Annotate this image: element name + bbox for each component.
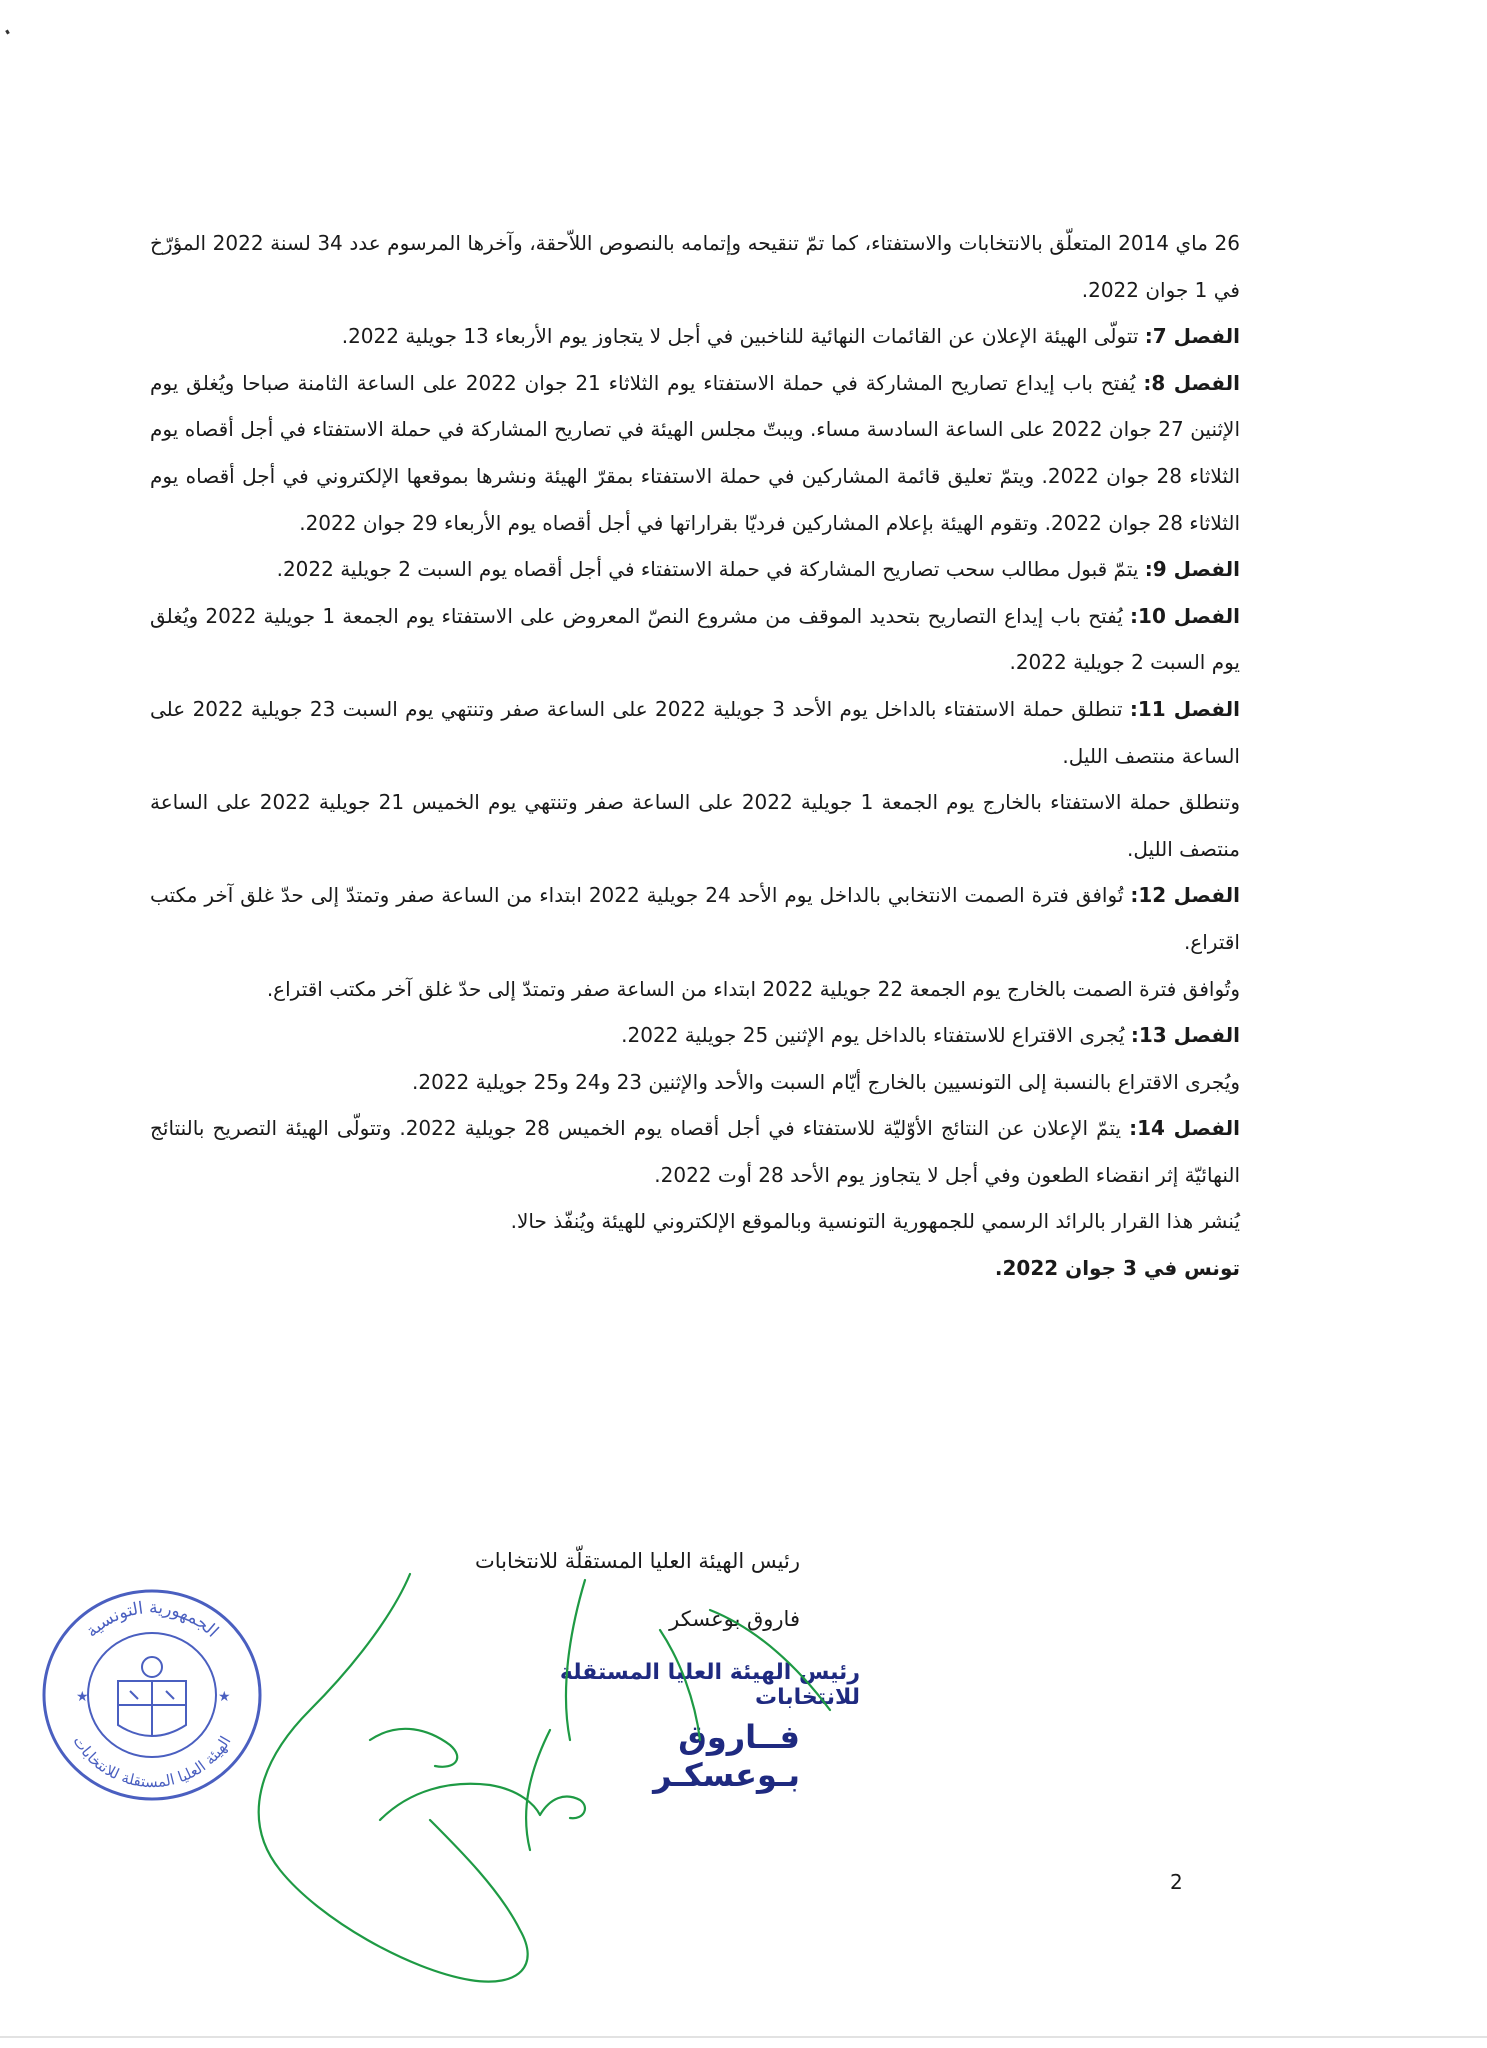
page-number: 2 — [1170, 1870, 1183, 1894]
signatory-name: فاروق بوعسكر — [669, 1607, 800, 1631]
bottom-rule — [0, 2036, 1487, 2038]
paragraph — [150, 593, 1240, 686]
seal-stamp — [40, 1585, 265, 1805]
scan-speck — [5, 30, 10, 35]
paragraph — [150, 360, 1240, 546]
document-body — [150, 220, 1240, 1292]
paragraph-text: تُوافق فترة الصمت الانتخابي بالداخل يوم الأحد 24 جويلية 2022 ابتداء من الساعة صفر وتمتدّ إلى حدّ غلق آخر مكتب اقتراع. — [150, 883, 1240, 954]
seal-text-top: الجمهورية التونسية — [82, 1597, 223, 1642]
article-label: الفصل 11: — [1129, 696, 1241, 721]
article-label: الفصل 12: — [1130, 883, 1241, 908]
article-label: الفصل 9: — [1144, 557, 1240, 582]
paragraph — [150, 1012, 1240, 1059]
paragraph-text: 26 ماي 2014 المتعلّق بالانتخابات والاستفتاء، كما تمّ تنقيحه وإتمامه بالنصوص اللاّحقة، وآخرها المرسوم عدد 34 لسنة 2022 المؤرّخ في 1 جوان 2022. — [150, 231, 1240, 302]
paragraph-text: وتُوافق فترة الصمت بالخارج يوم الجمعة 22 جويلية 2022 ابتداء من الساعة صفر وتمتدّ إلى حدّ غلق آخر مكتب اقتراع. — [266, 976, 1240, 1001]
paragraph-text: يُفتح باب إيداع التصاريح بتحديد الموقف من مشروع النصّ المعروض على الاستفتاء يوم الجمعة 1 جويلية 2022 ويُغلق يوم السبت 2 جويلية 2022. — [150, 603, 1240, 675]
paragraph — [150, 1105, 1240, 1198]
paragraph — [150, 872, 1240, 965]
paragraph — [150, 966, 1240, 1013]
paragraph-text: يُنشر هذا القرار بالرائد الرسمي للجمهورية التونسية وبالموقع الإلكتروني للهيئة ويُنفّذ حالا. — [510, 1209, 1240, 1234]
coat-of-arms-icon — [118, 1657, 186, 1737]
signature-scribble — [240, 1570, 840, 1990]
paragraph-text: يُجرى الاقتراع للاستفتاء بالداخل يوم الإثنين 25 جويلية 2022. — [621, 1023, 1131, 1048]
signatory-title: رئيس الهيئة العليا المستقلّة للانتخابات — [474, 1549, 800, 1573]
date-line: تونس في 3 جوان 2022. — [994, 1256, 1240, 1281]
stamp-title: رئيس الهيئة العليا المستقلة للانتخابات — [559, 1660, 860, 1710]
stamp-name: فــاروق بـوعسكـر — [653, 1718, 800, 1794]
paragraph — [150, 1198, 1240, 1245]
article-label: الفصل 10: — [1130, 603, 1241, 628]
paragraph — [150, 313, 1240, 360]
paragraph — [150, 546, 1240, 593]
paragraph-text: تنطلق حملة الاستفتاء بالداخل يوم الأحد 3 جويلية 2022 على الساعة صفر وتنتهي يوم السبت 23 جويلية 2022 على الساعة منتصف الليل. — [150, 696, 1240, 768]
paragraph — [150, 1059, 1240, 1106]
article-label: الفصل 14: — [1129, 1116, 1241, 1141]
seal-star-left: ★ — [76, 1689, 89, 1705]
paragraph — [150, 686, 1240, 779]
paragraph-text: وتنطلق حملة الاستفتاء بالخارج يوم الجمعة 1 جويلية 2022 على الساعة صفر وتنتهي يوم الخميس 21 جويلية 2022 على الساعة منتصف الليل. — [150, 790, 1241, 861]
paragraph-text: يتمّ قبول مطالب سحب تصاريح المشاركة في حملة الاستفتاء في أجل أقصاه يوم السبت 2 جويلية 2022. — [276, 557, 1145, 582]
article-label: الفصل 13: — [1130, 1023, 1240, 1048]
seal-text-bottom: الهيئة العليا المستقلة للانتخابات — [69, 1732, 235, 1792]
paragraph-text: يُفتح باب إيداع تصاريح المشاركة في حملة الاستفتاء يوم الثلاثاء 21 جوان 2022 على الساعة الثامنة صباحا ويُغلق يوم الإثنين 27 جوان 2022 على الساعة السادسة مساء. ويبتّ مجلس الهيئة في تصاريح المشاركة في حملة الاستفتاء في أجل أقصاه يوم الثلاثاء 28 جوان 2022. ويتمّ تعليق قائمة المشاركين في حملة الاستفتاء بمقرّ الهيئة ونشرها بموقعها الإلكتروني في أجل أقصاه يوم الثلاثاء 28 جوان 2022. وتقوم الهيئة بإعلام المشاركين فرديّا بقراراتها في أجل أقصاه يوم الأربعاء 29 جوان 2022. — [150, 370, 1241, 535]
article-label: الفصل 7: — [1144, 324, 1240, 349]
paragraph — [150, 779, 1240, 872]
paragraph — [150, 220, 1240, 313]
paragraph-text: ويُجرى الاقتراع بالنسبة إلى التونسيين بالخارج أيّام السبت والأحد والإثنين 23 و24 و25 جويلية 2022. — [412, 1069, 1240, 1094]
paragraph-text: يتمّ الإعلان عن النتائج الأوّليّة للاستفتاء في أجل أقصاه يوم الخميس 28 جويلية 2022. وتتولّى الهيئة التصريح بالنتائج النهائيّة إثر انقضاء الطعون وفي أجل لا يتجاوز يوم الأحد 28 أوت 2022. — [150, 1116, 1240, 1187]
article-label: الفصل 8: — [1143, 370, 1241, 395]
seal-star-right: ★ — [218, 1689, 231, 1705]
paragraph-text: تتولّى الهيئة الإعلان عن القائمات النهائية للناخبين في أجل لا يتجاوز يوم الأربعاء 13 جويلية 2022. — [341, 324, 1145, 349]
